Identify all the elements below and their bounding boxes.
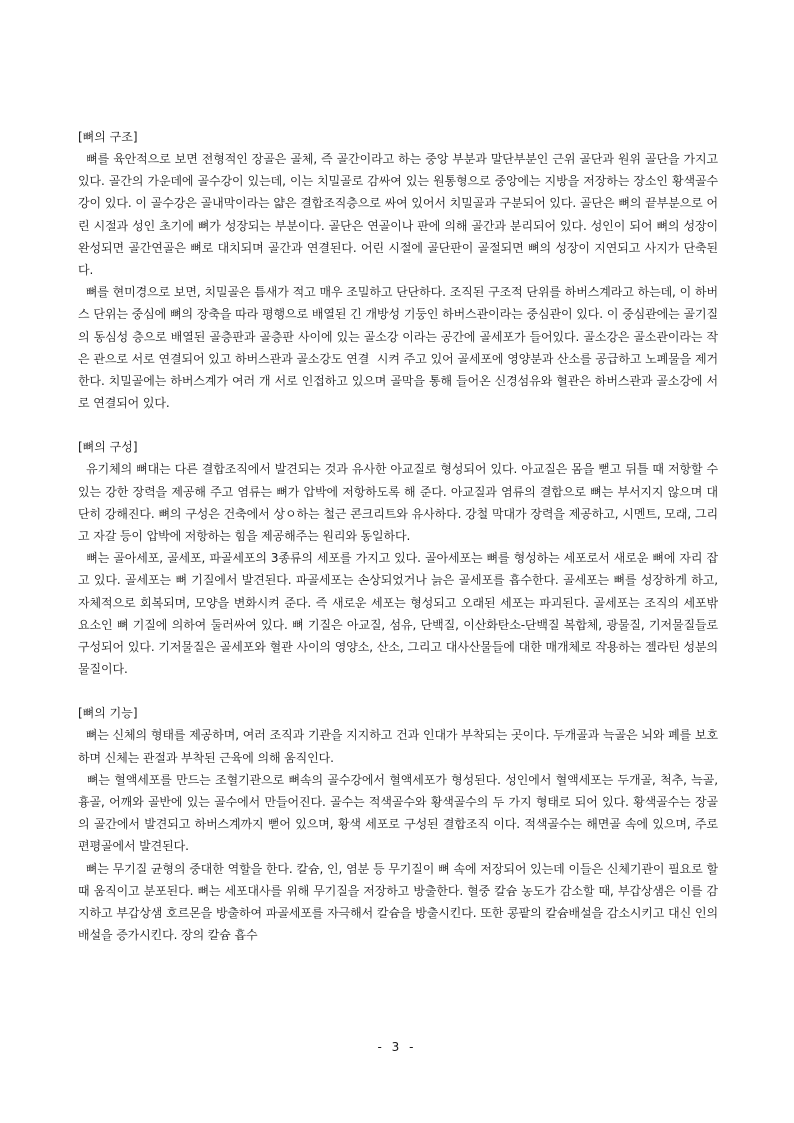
section-bone-function (78, 702, 722, 946)
section-spacer (78, 414, 718, 436)
paragraph: 뼈를 육안적으로 보면 전형적인 장골은 골체, 즉 골간이라고 하는 중앙 부분과 말단부분인 근위 골단과 원위 골단을 가지고 있다. 골간의 가운데에 골수강이 있는데, 이는 치밀골로 감싸여 있는 원통형으로 중앙에는 지방을 저장하는 장소인 황색골수강이 있다. 이 골수강은 골내막이라는 얇은 결합조직층으로 싸여 있어서 치밀골과 구분되어 있다. 골단은 뼈의 끝부분으로 어린 시절과 성인 초기에 뼈가 성장되는 부분이다. 골단은 연골이나 판에 의해 골간과 분리되어 있다. 성인이 되어 뼈의 성장이 완성되면 골간연골은 뼈로 대치되며 골간과 연결된다. 어린 시절에 골단판이 골절되면 뼈의 성장이 지연되고 사지가 단축된다. (78, 152, 722, 278)
paragraph: 뼈는 신체의 형태를 제공하며, 여러 조직과 기관을 지지하고 건과 인대가 부착되는 곳이다. 두개골과 늑골은 뇌와 폐를 보호하며 신체는 관절과 부착된 근육에 의해 움직인다. (78, 728, 718, 765)
section-bone-structure (78, 126, 722, 414)
section-bone-composition (78, 436, 722, 680)
paragraph: 뼈는 혈액세포를 만드는 조혈기관으로 뼈속의 골수강에서 혈액세포가 형성된다. 성인에서 혈액세포는 두개골, 척추, 늑골, 흉골, 어깨와 골반에 있는 골수에서 만들어진다. 골수는 적색골수와 황색골수의 두 가지 형태로 되어 있다. 황색골수는 장골의 골간에서 발견되고 하버스계까지 뻗어 있으며, 황색 세포로 구성된 결합조직 이다. 적색골수는 해면골 속에 있으며, 주로 편평골에서 발견된다. (78, 772, 722, 854)
section-heading: [뼈의 기능] (78, 706, 138, 721)
section-heading: [뼈의 구조] (78, 130, 138, 144)
section-heading: [뼈의 구성] (78, 440, 138, 455)
document-body (78, 126, 722, 947)
paragraph: 뼈는 골아세포, 골세포, 파골세포의 3종류의 세포를 가지고 있다. 골아세포는 뼈를 형성하는 세포로서 새로운 뼈에 자리 잡고 있다. 골세포는 뼈 기질에서 발견된다. 파골세포는 손상되었거나 늙은 골세포를 흡수한다. 골세포는 뼈를 성장하게 하고, 자체적으로 회복되며, 모양을 변화시켜 준다. 즉 새로운 세포는 형성되고 오래된 세포는 파괴된다. 골세포는 조직의 세포밖 요소인 뼈 기질에 의하여 둘러싸여 있다. 뼈 기질은 아교질, 섬유, 단백질, 이산화탄소-단백질 복합체, 광물질, 기저물질들로 구성되어 있다. 기저물질은 골세포와 혈관 사이의 영양소, 산소, 그리고 대사산물들에 대한 매개체로 작용하는 젤라틴 성분의 물질이다. (78, 551, 722, 677)
paragraph: 유기체의 뼈대는 다른 결합조직에서 발견되는 것과 유사한 아교질로 형성되어 있다. 아교질은 몸을 뻗고 뒤틀 때 저항할 수 있는 강한 장력을 제공해 주고 염류는 뼈가 압박에 저항하도록 해 준다. 아교질과 염류의 결합으로 뼈는 부서지지 않으며 대단히 강해진다. 뼈의 구성은 건축에서 상ㅇ하는 철근 콘크리트와 유사하다. 강철 막대가 장력을 제공하고, 시멘트, 모래, 그리고 자갈 등이 압박에 저항하는 힘을 제공해주는 원리와 동일하다. (78, 462, 722, 544)
page-number: - 3 - (377, 1040, 417, 1054)
paragraph: 뼈는 무기질 균형의 중대한 역할을 한다. 칼슘, 인, 염분 등 무기질이 뼈 속에 저장되어 있는데 이들은 신체기관이 필요로 할 때 움직이고 분포된다. 뼈는 세포대사를 위해 무기질을 저장하고 방출한다. 혈중 칼슘 농도가 감소할 때, 부갑상샘은 이를 감지하고 부갑상샘 호르몬을 방출하여 파골세포를 자극해서 칼슘을 방출시킨다. 또한 콩팥의 칼슘배설을 감소시키고 대신 인의 배설을 증가시킨다. 장의 칼슘 흡수 (78, 861, 722, 943)
paragraph: 뼈를 현미경으로 보면, 치밀골은 틈새가 적고 매우 조밀하고 단단하다. 조직된 구조적 단위를 하버스계라고 하는데, 이 하버스 단위는 중심에 뼈의 장축을 따라 평행으로 배열된 긴 개방성 기둥인 하버스관이라는 중심관이 있다. 이 중심관에는 골기질의 동심성 층으로 배열된 골층판과 골층판 사이에 있는 골소강 이라는 공간에 골세포가 들어있다. 골소강은 골소관이라는 작은 관으로 서로 연결되어 있고 하버스관과 골소강도 연결 시켜 주고 있어 골세포에 영양분과 산소를 공급하고 노폐물을 제거한다. 치밀골에는 하버스계가 여러 개 서로 인접하고 있으며 골막을 통해 들어온 신경섬유와 혈관은 하버스관과 골소강에 서로 연결되어 있다. (78, 285, 718, 411)
section-spacer (78, 680, 718, 702)
